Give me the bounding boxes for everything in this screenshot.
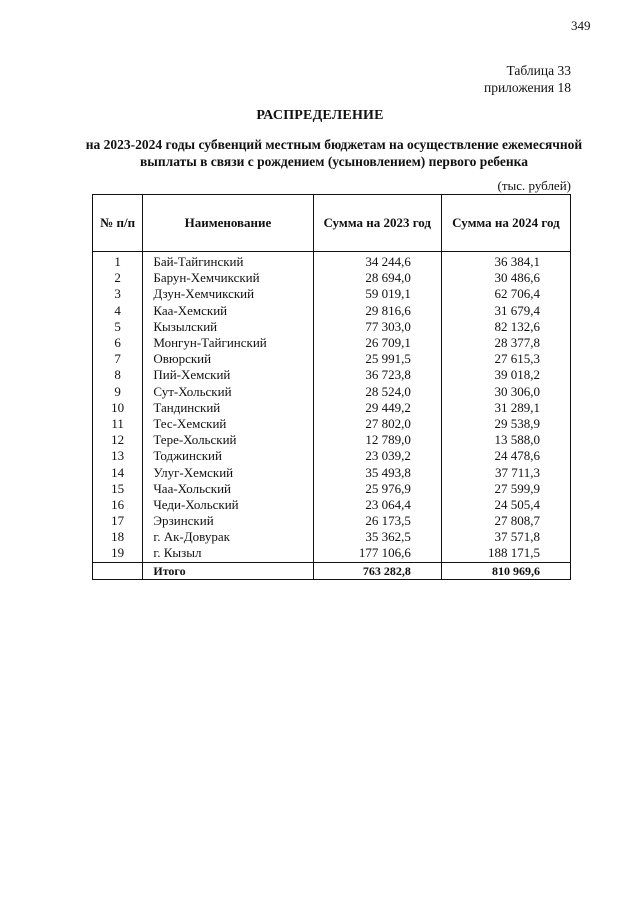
row-name: Сут-Хольский xyxy=(143,384,313,400)
total-num xyxy=(93,562,143,579)
table-row xyxy=(93,432,571,448)
row-name: Бай-Тайгинский xyxy=(143,252,313,271)
total-sum-2023: 763 282,8 xyxy=(313,562,441,579)
row-sum-2023: 29 449,2 xyxy=(313,400,441,416)
row-sum-2024: 27 808,7 xyxy=(441,513,570,529)
row-sum-2023: 34 244,6 xyxy=(313,252,441,271)
table-row xyxy=(93,252,571,271)
row-name: Каа-Хемский xyxy=(143,303,313,319)
table-row xyxy=(93,448,571,464)
row-num: 18 xyxy=(93,529,143,545)
row-name: Чеди-Хольский xyxy=(143,497,313,513)
table-row xyxy=(93,384,571,400)
table-row xyxy=(93,335,571,351)
row-sum-2024: 30 306,0 xyxy=(441,384,570,400)
header-num: № п/п xyxy=(93,195,143,252)
table-row xyxy=(93,529,571,545)
table-header-row xyxy=(93,195,571,252)
row-name: Эрзинский xyxy=(143,513,313,529)
page-number: 349 xyxy=(571,18,591,33)
table-row xyxy=(93,351,571,367)
row-num: 13 xyxy=(93,448,143,464)
row-num: 16 xyxy=(93,497,143,513)
row-sum-2023: 26 173,5 xyxy=(313,513,441,529)
row-name: г. Ак-Довурак xyxy=(143,529,313,545)
row-num: 5 xyxy=(93,319,143,335)
row-name: Тес-Хемский xyxy=(143,416,313,432)
row-num: 2 xyxy=(93,270,143,286)
row-sum-2023: 26 709,1 xyxy=(313,335,441,351)
table-reference: Таблица 33 xyxy=(506,63,571,78)
subtitle-line-2: выплаты в связи с рождением (усыновлением) первого ребенка xyxy=(140,154,528,169)
row-sum-2023: 25 991,5 xyxy=(313,351,441,367)
row-sum-2024: 82 132,6 xyxy=(441,319,570,335)
row-name: г. Кызыл xyxy=(143,545,313,562)
row-sum-2023: 177 106,6 xyxy=(313,545,441,562)
row-num: 1 xyxy=(93,252,143,271)
row-sum-2023: 59 019,1 xyxy=(313,286,441,302)
row-name: Овюрский xyxy=(143,351,313,367)
row-num: 15 xyxy=(93,481,143,497)
row-sum-2023: 29 816,6 xyxy=(313,303,441,319)
distribution-table xyxy=(92,194,571,580)
row-name: Чаа-Хольский xyxy=(143,481,313,497)
total-label: Итого xyxy=(143,562,313,579)
header-sum-2023: Сумма на 2023 год xyxy=(313,195,441,252)
table-row xyxy=(93,286,571,302)
row-sum-2024: 39 018,2 xyxy=(441,367,570,383)
row-sum-2023: 36 723,8 xyxy=(313,367,441,383)
row-sum-2023: 35 493,8 xyxy=(313,464,441,480)
row-sum-2023: 25 976,9 xyxy=(313,481,441,497)
row-name: Тере-Хольский xyxy=(143,432,313,448)
table-row xyxy=(93,481,571,497)
appendix-reference xyxy=(484,62,571,96)
table-body xyxy=(93,252,571,580)
row-sum-2023: 28 524,0 xyxy=(313,384,441,400)
row-sum-2024: 188 171,5 xyxy=(441,545,570,562)
row-num: 9 xyxy=(93,384,143,400)
header-sum-2024: Сумма на 2024 год xyxy=(441,195,570,252)
table-row xyxy=(93,545,571,562)
row-num: 8 xyxy=(93,367,143,383)
table-row xyxy=(93,319,571,335)
row-num: 12 xyxy=(93,432,143,448)
row-sum-2023: 35 362,5 xyxy=(313,529,441,545)
table-row xyxy=(93,513,571,529)
row-sum-2024: 13 588,0 xyxy=(441,432,570,448)
header-name: Наименование xyxy=(143,195,313,252)
row-num: 14 xyxy=(93,464,143,480)
table-row xyxy=(93,270,571,286)
row-sum-2024: 30 486,6 xyxy=(441,270,570,286)
row-name: Пий-Хемский xyxy=(143,367,313,383)
row-sum-2024: 31 679,4 xyxy=(441,303,570,319)
document-subtitle xyxy=(84,136,584,170)
total-sum-2024: 810 969,6 xyxy=(441,562,570,579)
appendix-number: приложения 18 xyxy=(483,80,571,95)
row-name: Барун-Хемчикский xyxy=(143,270,313,286)
row-num: 7 xyxy=(93,351,143,367)
row-sum-2024: 27 615,3 xyxy=(441,351,570,367)
row-num: 11 xyxy=(93,416,143,432)
table-row xyxy=(93,464,571,480)
row-num: 4 xyxy=(93,303,143,319)
row-name: Кызылский xyxy=(143,319,313,335)
row-num: 3 xyxy=(93,286,143,302)
table-row xyxy=(93,416,571,432)
row-num: 19 xyxy=(93,545,143,562)
row-num: 17 xyxy=(93,513,143,529)
row-sum-2024: 29 538,9 xyxy=(441,416,570,432)
row-sum-2023: 23 064,4 xyxy=(313,497,441,513)
row-sum-2024: 28 377,8 xyxy=(441,335,570,351)
units-note: (тыс. рублей) xyxy=(497,178,571,193)
total-row xyxy=(93,562,571,579)
row-sum-2024: 31 289,1 xyxy=(441,400,570,416)
table-row xyxy=(93,367,571,383)
table-row xyxy=(93,303,571,319)
table-row xyxy=(93,497,571,513)
row-sum-2024: 24 505,4 xyxy=(441,497,570,513)
row-sum-2024: 37 571,8 xyxy=(441,529,570,545)
row-name: Дзун-Хемчикский xyxy=(143,286,313,302)
document-title: РАСПРЕДЕЛЕНИЕ xyxy=(256,108,384,123)
row-name: Монгун-Тайгинский xyxy=(143,335,313,351)
subtitle-line-1: на 2023-2024 годы субвенций местным бюджетам на осуществление ежемесячной xyxy=(85,137,583,152)
row-sum-2023: 12 789,0 xyxy=(313,432,441,448)
row-name: Тоджинский xyxy=(143,448,313,464)
row-sum-2024: 37 711,3 xyxy=(441,464,570,480)
row-sum-2024: 24 478,6 xyxy=(441,448,570,464)
row-num: 6 xyxy=(93,335,143,351)
row-sum-2023: 23 039,2 xyxy=(313,448,441,464)
row-num: 10 xyxy=(93,400,143,416)
row-sum-2023: 27 802,0 xyxy=(313,416,441,432)
row-name: Улуг-Хемский xyxy=(143,464,313,480)
row-sum-2024: 62 706,4 xyxy=(441,286,570,302)
row-sum-2024: 27 599,9 xyxy=(441,481,570,497)
table-row xyxy=(93,400,571,416)
row-sum-2023: 28 694,0 xyxy=(313,270,441,286)
row-sum-2024: 36 384,1 xyxy=(441,252,570,271)
row-name: Тандинский xyxy=(143,400,313,416)
row-sum-2023: 77 303,0 xyxy=(313,319,441,335)
